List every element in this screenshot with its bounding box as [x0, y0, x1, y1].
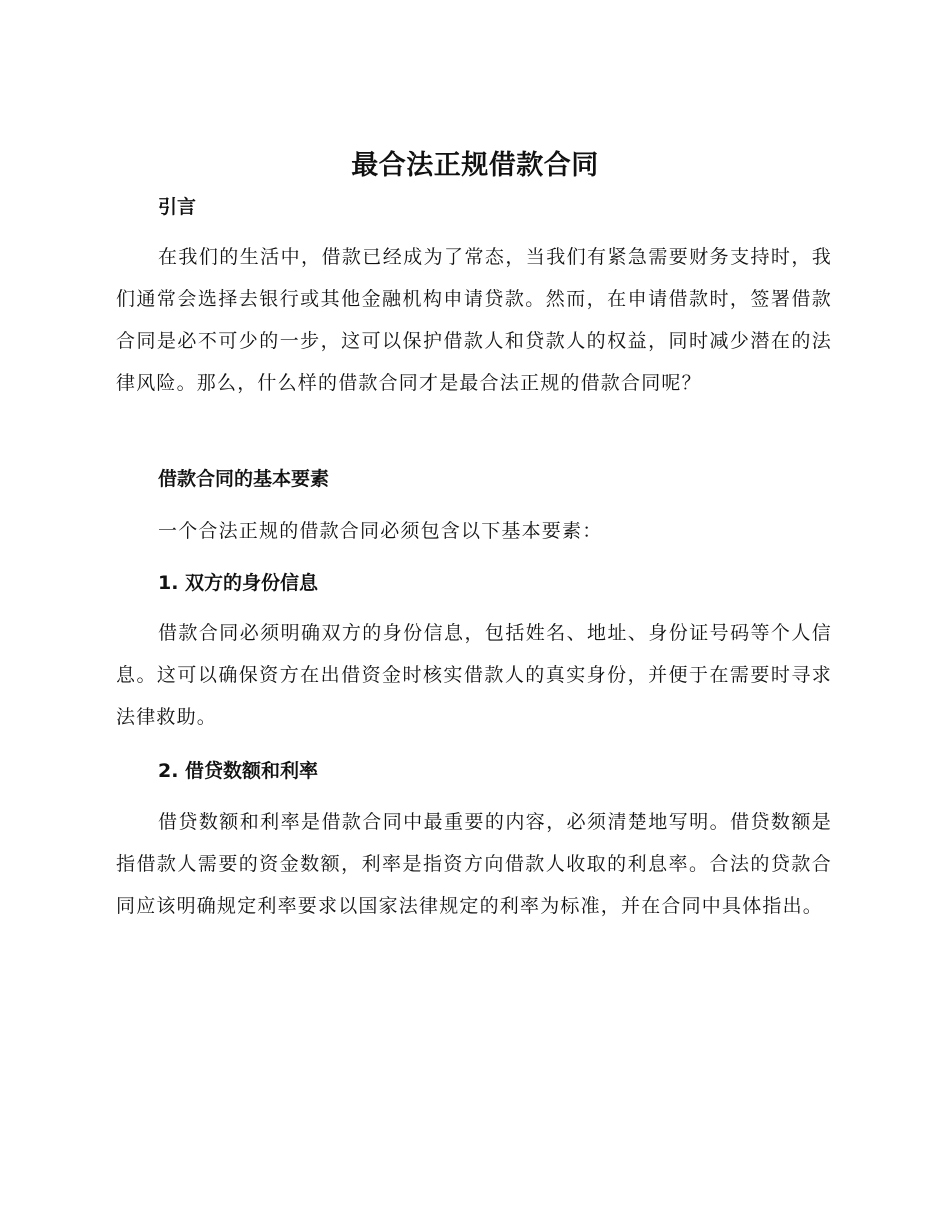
paragraph-intro: 在我们的生活中，借款已经成为了常态，当我们有紧急需要财务支持时，我们通常会选择去银行或其他金融机构申请贷款。然而，在申请借款时，签署借款合同是必不可少的一步，这可以保护借款人和贷款人的权益，同时减少潜在的法律风险。那么，什么样的借款合同才是最合法正规的借款合同呢？ [116, 246, 832, 394]
document-title: 最合法正规借款合同 [351, 150, 599, 181]
paragraph-basic-elements: 一个合法正规的借款合同必须包含以下基本要素： [158, 520, 603, 542]
section-heading-amount-rate: 2. 借贷数额和利率 [158, 760, 319, 782]
paragraph-amount-rate: 借贷数额和利率是借款合同中最重要的内容，必须清楚地写明。借贷数额是指借款人需要的资金数额，利率是指资方向借款人收取的利息率。合法的贷款合同应该明确规定利率要求以国家法律规定的利率为标准，并在合同中具体指出。 [116, 811, 832, 917]
paragraph-identity: 借款合同必须明确双方的身份信息，包括姓名、地址、身份证号码等个人信息。这可以确保资方在出借资金时核实借款人的真实身份，并便于在需要时寻求法律救助。 [116, 622, 832, 728]
section-heading-identity: 1. 双方的身份信息 [158, 572, 319, 594]
section-heading-basic-elements: 借款合同的基本要素 [158, 468, 330, 490]
section-heading-intro: 引言 [158, 196, 197, 218]
